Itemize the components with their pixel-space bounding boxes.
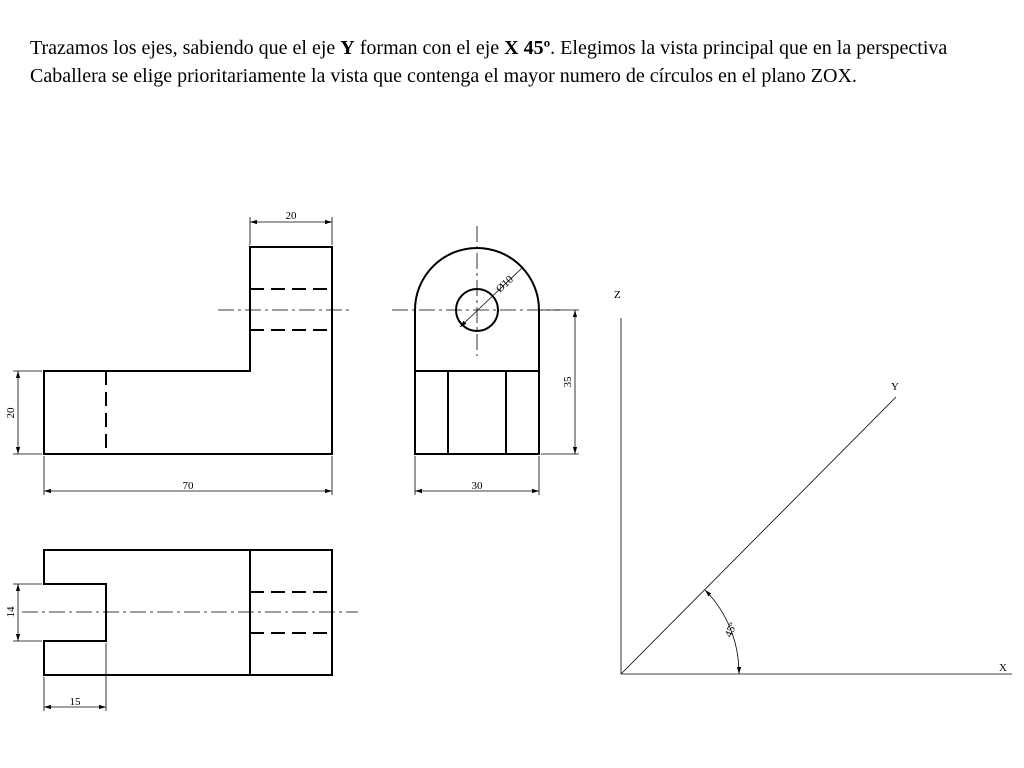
dim-label-left-height: 20 (5, 407, 17, 419)
dim-label-side-width: 30 (471, 480, 483, 492)
y-axis-label: Y (891, 381, 899, 393)
dim-line-hole-diameter (460, 268, 522, 327)
intro-bold-y: Y (340, 37, 355, 59)
front-view (5, 210, 350, 495)
side-outline (415, 248, 539, 454)
intro-text-1: Trazamos los ejes, sabiendo que el eje (30, 37, 341, 59)
angle-label: 45º (722, 621, 740, 640)
front-outline (44, 247, 332, 454)
dim-label-hole-diameter: Ø10 (493, 273, 516, 296)
top-outline (44, 550, 332, 675)
x-axis-label: X (999, 662, 1007, 674)
dim-label-slot-width: 14 (5, 606, 17, 618)
top-view (5, 550, 358, 711)
intro-text-2: forman con el eje (354, 37, 505, 59)
z-axis-label: Z (614, 289, 621, 301)
side-view (392, 226, 579, 495)
dim-label-slot-depth: 15 (69, 696, 81, 708)
axes-diagram (614, 289, 1012, 674)
y-axis-line (621, 397, 896, 674)
dim-label-top-width: 20 (285, 210, 297, 222)
intro-text-3: . Elegimos la vista principal que en la perspectiva Caballera se elige prioritariamente la vista que contenga el mayor numero de círculos en el plano ZOX. (30, 37, 948, 87)
dim-label-side-height: 35 (562, 376, 574, 388)
intro-bold-x45: X 45º (504, 37, 551, 59)
dim-label-total-width: 70 (182, 480, 194, 492)
